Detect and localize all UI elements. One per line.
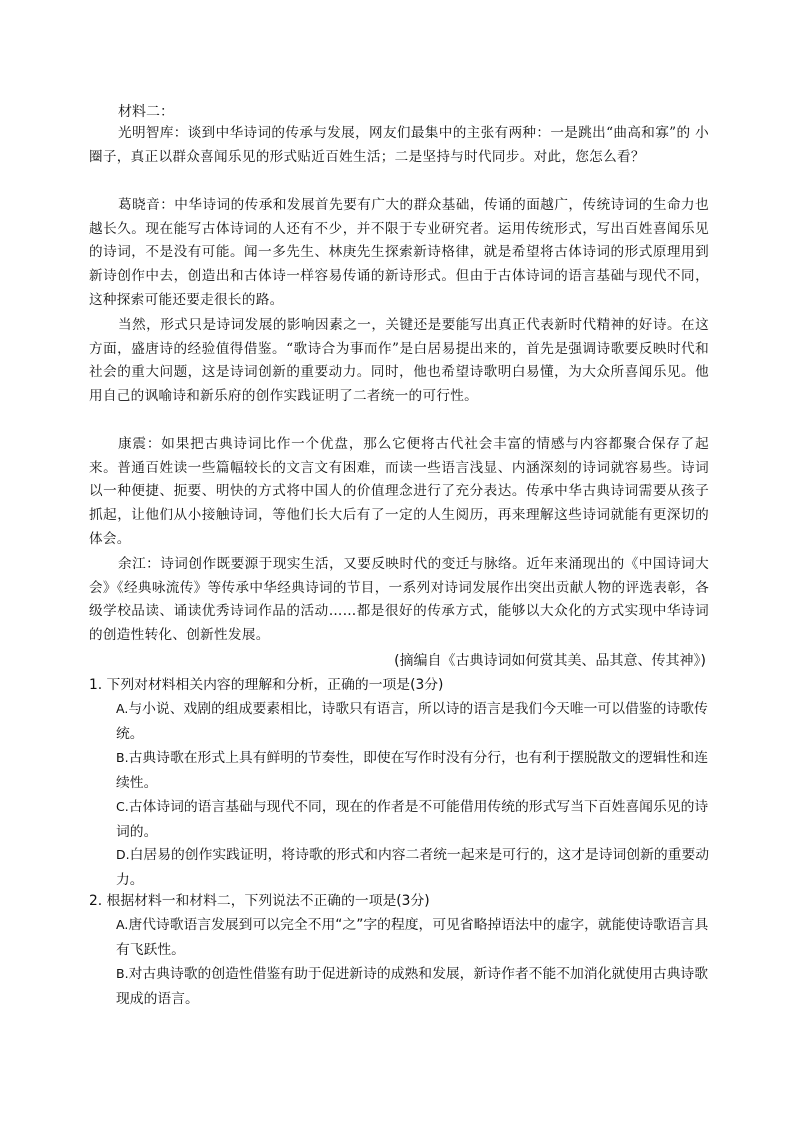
paragraph-guangming: 光明智库：谈到中华诗词的传承与发展，网友们最集中的主张有两种：一是跳出“曲高和寡”的 小圈子，真正以群众喜闻乐见的形式贴近百姓生活；二是坚持与时代同步。对此，您怎么看？ [89, 125, 709, 165]
paragraph-kang-zhen: 康震：如果把古典诗词比作一个优盘，那么它便将古代社会丰富的情感与内容都聚合保存了起来。普通百姓读一些篇幅较长的文言文有困难，而读一些语言浅显、内涵深刻的诗词就容易些。诗词以一种便捷、扼要、明快的方式将中国人的价值理念进行了充分表达。传承中华古典诗词需要从孩子抓起，让他们从小接触诗词，等他们长大后有了一定的人生阅历，再来理解这些诗词就能有更深切的体会。 [89, 436, 709, 547]
option-letter: B. [116, 966, 129, 981]
option-text: 唐代诗歌语言发展到可以完全不用“之”字的程度，可见省略掉语法中的虚字，就能使诗歌语言具有飞跃性。 [116, 917, 709, 958]
question-2-option-b [116, 962, 711, 1011]
question-1-stem: 1. 下列对材料相关内容的理解和分析，正确的一项是(3分) [89, 677, 444, 693]
question-1-option-d [116, 843, 711, 892]
option-text: 与小说、戏剧的组成要素相比，诗歌只有语言，所以诗的语言是我们今天唯一可以借鉴的诗歌传统。 [116, 701, 708, 742]
option-letter: C. [116, 799, 129, 814]
option-letter: D. [116, 847, 130, 862]
source-citation: (摘编自《古典诗词如何赏其美、品其意、传其神》) [394, 653, 706, 669]
question-1-option-b [116, 746, 711, 795]
option-text: 古体诗词的语言基础与现代不同，现在的作者是不可能借用传统的形式写当下百姓喜闻乐见的诗词的。 [116, 799, 709, 840]
option-letter: A. [116, 917, 129, 932]
option-letter: B. [116, 750, 129, 765]
paragraph-ge-xiaoyin: 葛晓音：中华诗词的传承和发展首先要有广大的群众基础，传诵的面越广，传统诗词的生命力也越长久。现在能写古体诗词的人还有不少，并不限于专业研究者。运用传统形式，写出百姓喜闻乐见的诗词，不是没有可能。闻一多先生、林庚先生探索新诗格律，就是希望将古体诗词的形式原理用到新诗创作中去，创造出和古体诗一样容易传诵的新诗形式。但由于古体诗词的语言基础与现代不同，这种探索可能还要走很长的路。 [89, 197, 709, 308]
option-text: 对古典诗歌的创造性借鉴有助于促进新诗的成熟和发展，新诗作者不能不加消化就使用古典诗歌现成的语言。 [116, 966, 709, 1007]
question-1-option-c [116, 795, 711, 844]
option-letter: A. [116, 701, 129, 716]
paragraph-yu-jiang: 余江：诗词创作既要源于现实生活，又要反映时代的变迁与脉络。近年来涌现出的《中国诗词大 会》《经典咏流传》等传承中华经典诗词的节目，一系列对诗词发展作出突出贡献人物的评选表彰，各级学校品读、诵读优秀诗词作品的活动……都是很好的传承方式，能够以大众化的方式实现中华诗词的创造性转化、创新性发展。 [89, 556, 723, 644]
question-2-stem: 2. 根据材料一和材料二，下列说法不正确的一项是(3分) [89, 893, 430, 909]
question-1-option-a [116, 697, 711, 746]
option-text: 古典诗歌在形式上具有鲜明的节奏性，即使在写作时没有分行，也有利于摆脱散文的逻辑性和连续性。 [116, 750, 709, 791]
option-text: 白居易的创作实践证明，将诗歌的形式和内容二者统一起来是可行的，这才是诗词创新的重要动力。 [116, 847, 710, 888]
question-2-option-a [116, 913, 711, 962]
material-heading: 材料二： [118, 104, 174, 120]
paragraph-dangran: 当然，形式只是诗词发展的影响因素之一，关键还是要能写出真正代表新时代精神的好诗。在这方面，盛唐诗的经验值得借鉴。“歌诗合为事而作”是白居易提出来的，首先是强调诗歌要反映时代和社会的重大问题，这是诗词创新的重要动力。同时，他也希望诗歌明白易懂，为大众所喜闻乐见。他用自己的讽喻诗和新乐府的创作实践证明了二者统一的可行性。 [89, 317, 709, 405]
